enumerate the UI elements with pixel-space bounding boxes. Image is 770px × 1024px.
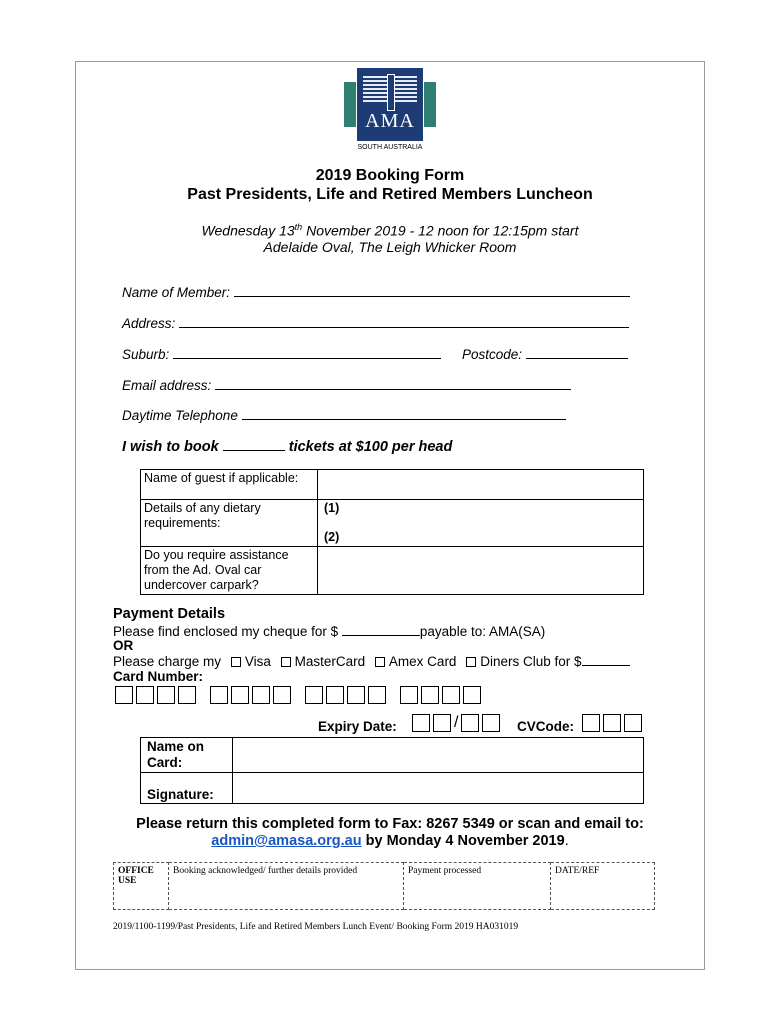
card-number-boxes[interactable] — [115, 686, 495, 709]
ticket-booking-line[interactable]: I wish to book tickets at $100 per head — [122, 439, 453, 455]
logo-left-wing — [344, 82, 356, 127]
carpark-label: Do you require assistance from the Ad. Oval car undercover carpark? — [141, 547, 318, 595]
return-deadline: admin@amasa.org.au by Monday 4 November 2019. — [211, 833, 569, 849]
signature-label: Signature: — [141, 773, 233, 804]
logo-text: AMA — [365, 110, 415, 132]
office-use-table — [113, 862, 655, 910]
suburb-field[interactable]: Suburb: — [122, 346, 441, 362]
document-reference: 2019/1100-1199/Past Presidents, Life and Retired Members Lunch Event/ Booking Form 2019 HA031019 — [113, 922, 519, 932]
charge-line: Please charge my Visa MasterCard Amex Card Diners Club for $ — [113, 653, 630, 669]
event-date: Wednesday 13th November 2019 - 12 noon for 12:15pm start — [201, 222, 579, 239]
postcode-field[interactable]: Postcode: — [462, 346, 628, 362]
cheque-line[interactable]: Please find enclosed my cheque for $ payable to: AMA(SA) — [113, 624, 546, 639]
card-holder-table — [140, 737, 644, 804]
date-ref-label: DATE/REF — [551, 863, 655, 910]
caduceus-icon — [387, 74, 395, 111]
signature-input[interactable] — [233, 773, 644, 804]
name-on-card-input[interactable] — [233, 738, 644, 773]
expiry-boxes[interactable]: / — [412, 714, 503, 737]
mastercard-checkbox[interactable] — [281, 657, 291, 667]
carpark-input[interactable] — [318, 547, 644, 595]
amex-checkbox[interactable] — [375, 657, 385, 667]
address-field[interactable]: Address: — [122, 315, 629, 331]
form-subtitle: Past Presidents, Life and Retired Members Luncheon — [187, 186, 593, 203]
admin-email-link[interactable]: admin@amasa.org.au — [211, 833, 362, 849]
office-use-label: OFFICE USE — [114, 863, 169, 910]
logo-region: SOUTH AUSTRALIA — [357, 144, 423, 151]
member-name-field[interactable]: Name of Member: — [122, 284, 630, 300]
guest-name-label: Name of guest if applicable: — [141, 470, 318, 500]
cvc-boxes[interactable] — [582, 714, 645, 737]
payment-processed-label: Payment processed — [404, 863, 551, 910]
logo-right-wing — [424, 82, 436, 127]
expiry-label: Expiry Date: — [318, 719, 397, 734]
payment-title: Payment Details — [113, 606, 226, 622]
dietary-label: Details of any dietary requirements: — [141, 500, 318, 547]
guest-name-input[interactable] — [318, 470, 644, 500]
cvc-label: CVCode: — [517, 719, 574, 734]
dietary-input[interactable]: (1) (2) — [318, 500, 644, 547]
card-number-label: Card Number: — [113, 669, 204, 684]
email-field[interactable]: Email address: — [122, 377, 571, 393]
phone-field[interactable]: Daytime Telephone — [122, 407, 566, 423]
ama-logo — [344, 68, 436, 154]
form-title: 2019 Booking Form — [315, 167, 465, 184]
event-venue: Adelaide Oval, The Leigh Whicker Room — [263, 239, 517, 255]
booking-ack-label: Booking acknowledged/ further details provided — [169, 863, 404, 910]
name-on-card-label: Name on Card: — [141, 738, 233, 773]
guest-details-table — [140, 469, 644, 595]
return-instructions: Please return this completed form to Fax: 8267 5349 or scan and email to: — [136, 816, 644, 832]
visa-checkbox[interactable] — [231, 657, 241, 667]
or-label: OR — [113, 638, 134, 653]
diners-checkbox[interactable] — [466, 657, 476, 667]
